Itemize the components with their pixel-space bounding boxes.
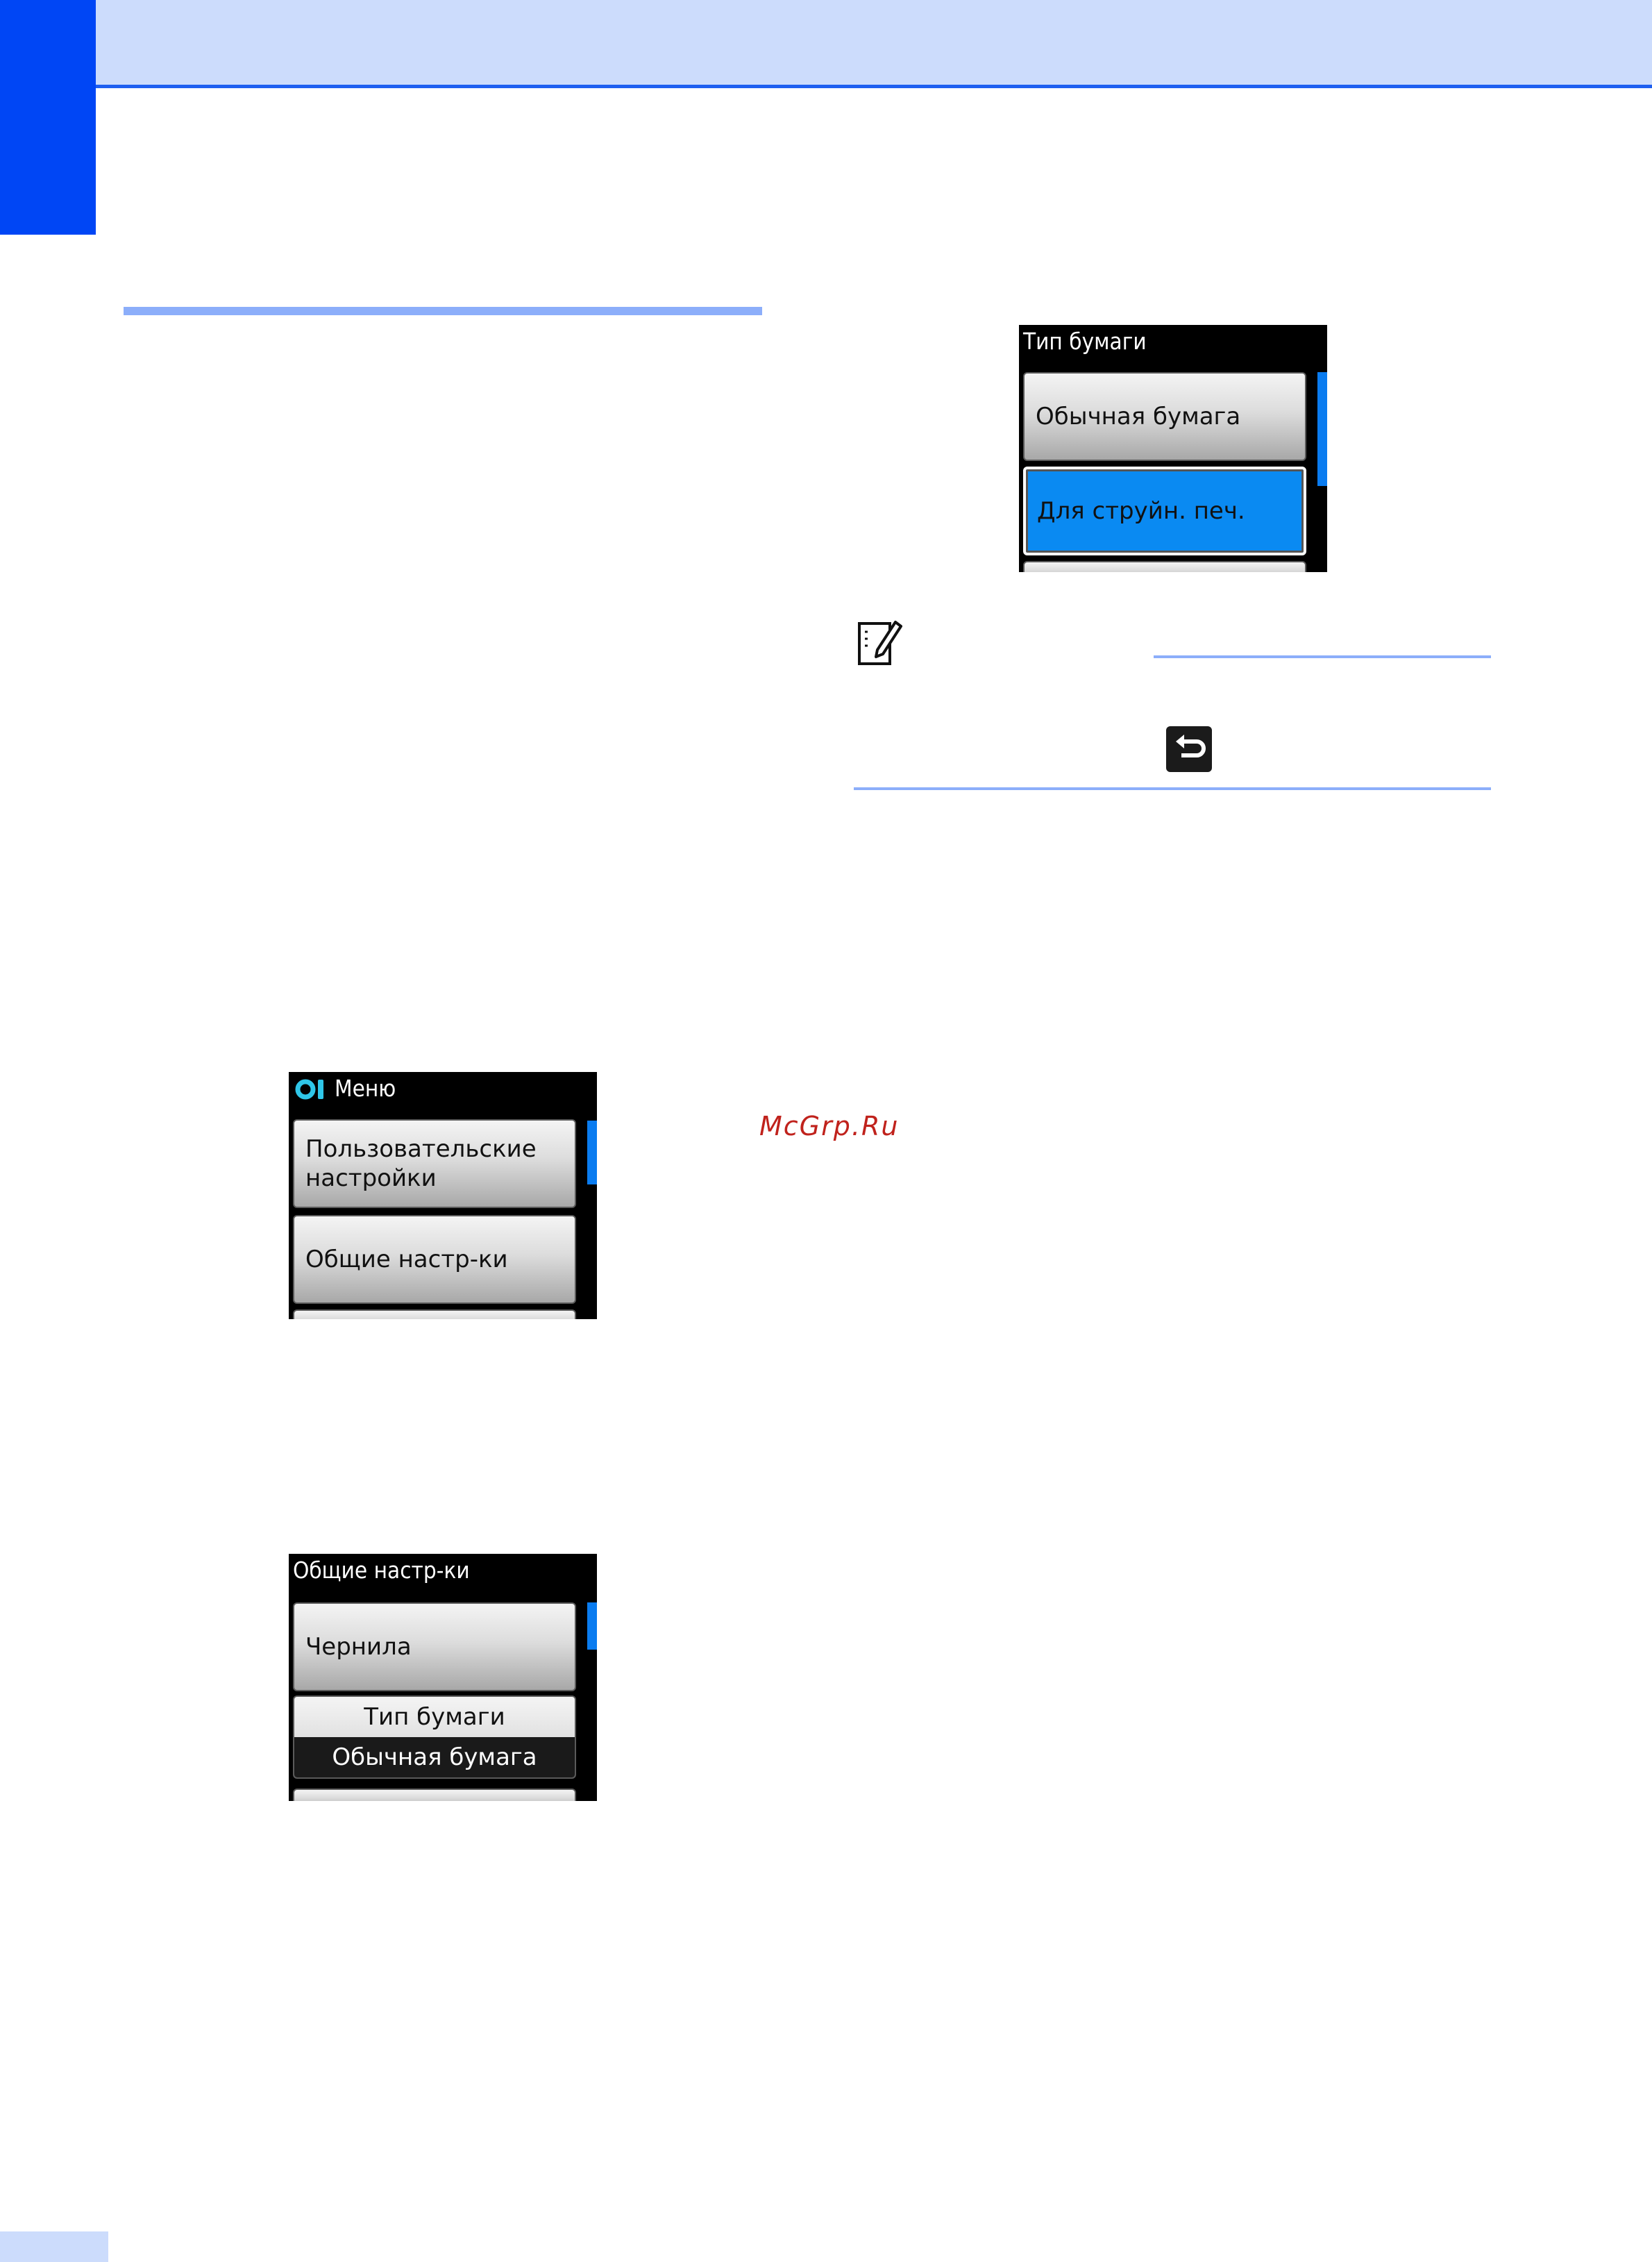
menu-scrollbar[interactable] — [587, 1121, 597, 1184]
paper-option-partial[interactable] — [1023, 561, 1306, 572]
back-key — [1166, 726, 1212, 772]
settings-button-ink[interactable]: Чернила — [293, 1602, 576, 1691]
lcd-menu-screen — [289, 1072, 597, 1319]
paper-option-plain[interactable]: Обычная бумага — [1023, 372, 1306, 461]
page-header-band — [0, 0, 1652, 86]
settings-button-partial[interactable] — [293, 1788, 576, 1801]
back-arrow-icon — [1166, 726, 1212, 772]
page-footer-marker — [0, 2231, 108, 2262]
note-top-rule — [1154, 655, 1491, 658]
menu-button-general-settings[interactable]: Общие настр-ки — [293, 1215, 576, 1304]
paper-option-inkjet[interactable]: Для струйн. печ. — [1023, 467, 1306, 555]
watermark-text: McGrp.Ru — [759, 1111, 900, 1141]
settings-button-paper-type[interactable] — [293, 1695, 576, 1779]
paper-type-label: Тип бумаги — [364, 1703, 505, 1731]
lcd-menu-title: Меню — [335, 1075, 396, 1102]
menu-button-user-settings[interactable]: Пользовательские настройки — [293, 1119, 576, 1208]
page-header-rule — [96, 85, 1652, 88]
paper-type-value: Обычная бумага — [294, 1737, 575, 1777]
chapter-tab-marker — [0, 0, 96, 235]
note-bottom-rule — [854, 787, 1491, 790]
gear-tool-icon — [294, 1078, 329, 1101]
lcd-paper-type-screen — [1019, 325, 1327, 572]
section-heading-rule — [124, 307, 762, 315]
lcd-general-settings-title: Общие настр-ки — [293, 1557, 470, 1584]
settings-scrollbar[interactable] — [587, 1602, 597, 1650]
paper-type-scrollbar[interactable] — [1317, 372, 1327, 486]
note-pencil-icon — [857, 618, 902, 668]
menu-button-partial[interactable] — [293, 1309, 576, 1319]
lcd-general-settings-screen — [289, 1554, 597, 1801]
lcd-paper-type-title: Тип бумаги — [1023, 328, 1147, 355]
